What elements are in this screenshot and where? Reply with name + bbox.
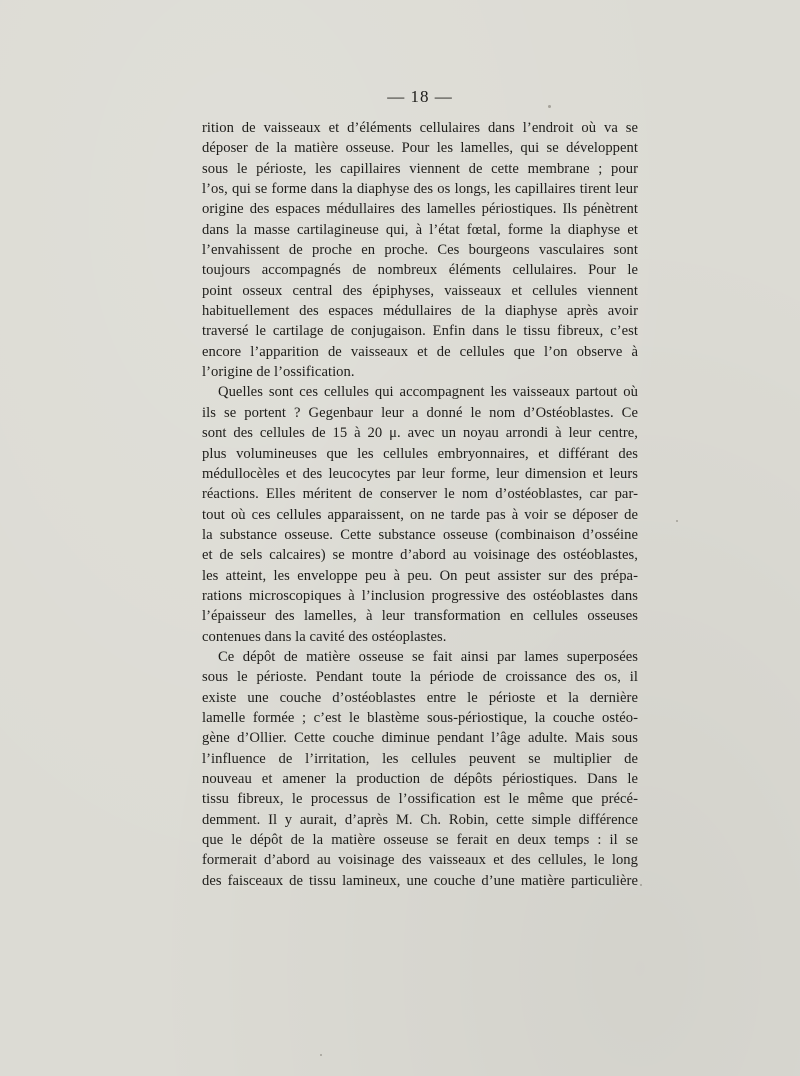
text-line: les atteint, les enveloppe peu à peu. On peut assister sur des prépa-	[202, 567, 638, 584]
body-text	[202, 118, 638, 891]
text-line: ils se portent ? Gegenbaur leur a donné le nom d’Ostéoblastes. Ce	[202, 404, 638, 421]
page-number: — 18 —	[387, 87, 453, 106]
paper-speck	[640, 884, 642, 886]
text-line: gène d’Ollier. Cette couche diminue pendant l’âge adulte. Mais sous	[202, 730, 638, 747]
text-line: rition de vaisseaux et d’éléments cellulaires dans l’endroit où va se	[202, 120, 638, 136]
text-line: rations microscopiques à l’inclusion progressive des ostéoblastes dans	[202, 587, 638, 604]
text-line: que le dépôt de la matière osseuse se ferait en deux temps : il se	[202, 832, 638, 849]
text-line: origine des espaces médullaires des lamelles périostiques. Ils pénètrent	[202, 201, 638, 218]
text-line: sous le périoste. Pendant toute la période de croissance des os, il	[202, 669, 638, 686]
text-line: réactions. Elles méritent de conserver le nom d’ostéoblastes, car par-	[202, 486, 638, 503]
text-line: encore l’apparition de vaisseaux et de cellules que l’on observe à	[202, 343, 638, 360]
text-line: l’envahissent de proche en proche. Ces bourgeons vasculaires sont	[202, 242, 638, 259]
text-line: contenues dans la cavité des ostéoplastes.	[202, 628, 447, 645]
text-line: l’os, qui se forme dans la diaphyse des os longs, les capillaires tirent leur	[202, 181, 638, 198]
text-line: plus volumineuses que les cellules embryonnaires, et différant des	[202, 445, 638, 462]
paper-speck	[320, 1054, 322, 1056]
text-line: tout où ces cellules apparaissent, on ne tarde pas à voir se déposer de	[202, 506, 638, 523]
text-line: lamelle formée ; c’est le blastème sous-périostique, la couche ostéo-	[202, 709, 638, 726]
text-line: toujours accompagnés de nombreux éléments cellulaires. Pour le	[202, 262, 638, 279]
text-line: dans la masse cartilagineuse qui, à l’état fœtal, forme la diaphyse et	[202, 221, 638, 238]
text-line: point osseux central des épiphyses, vaisseaux et cellules viennent	[202, 282, 638, 299]
paper-speck	[548, 105, 551, 108]
text-line: sous le périoste, les capillaires viennent de cette membrane ; pour	[202, 160, 638, 177]
text-line: des faisceaux de tissu lamineux, une couche d’une matière particulière	[202, 872, 638, 889]
text-line: la substance osseuse. Cette substance osseuse (combinaison d’osséine	[202, 526, 638, 543]
text-line: formerait d’abord au voisinage des vaisseaux et des cellules, le long	[202, 852, 638, 869]
text-line: médullocèles et des leucocytes par leur forme, leur dimension et leurs	[202, 465, 638, 482]
text-line: demment. Il y aurait, d’après M. Ch. Robin, cette simple différence	[202, 811, 638, 828]
text-line: existe une couche d’ostéoblastes entre le périoste et la dernière	[202, 689, 638, 706]
text-line: sont des cellules de 15 à 20 μ. avec un noyau arrondi à leur centre,	[202, 425, 638, 442]
text-line: traversé le cartilage de conjugaison. Enfin dans le tissu fibreux, c’est	[202, 323, 638, 340]
text-line: Quelles sont ces cellules qui accompagnent les vaisseaux partout où	[218, 384, 638, 401]
text-line: l’influence de l’irritation, les cellules peuvent se multiplier de	[202, 750, 638, 767]
text-line: déposer de la matière osseuse. Pour les lamelles, qui se développent	[202, 140, 638, 157]
text-line: tissu fibreux, le processus de l’ossification est le même que précé-	[202, 791, 638, 808]
text-line: nouveau et amener la production de dépôts périostiques. Dans le	[202, 771, 638, 787]
text-line: l’épaisseur des lamelles, à leur transformation en cellules osseuses	[202, 608, 638, 625]
text-line: Ce dépôt de matière osseuse se fait ainsi par lames superposées	[218, 648, 638, 665]
paper-speck	[676, 520, 678, 522]
text-line: l’origine de l’ossification.	[202, 364, 355, 381]
text-line: habituellement des espaces médullaires de la diaphyse après avoir	[202, 303, 638, 320]
text-line: et de sels calcaires) se montre d’abord au voisinage des ostéoblastes,	[202, 547, 638, 564]
